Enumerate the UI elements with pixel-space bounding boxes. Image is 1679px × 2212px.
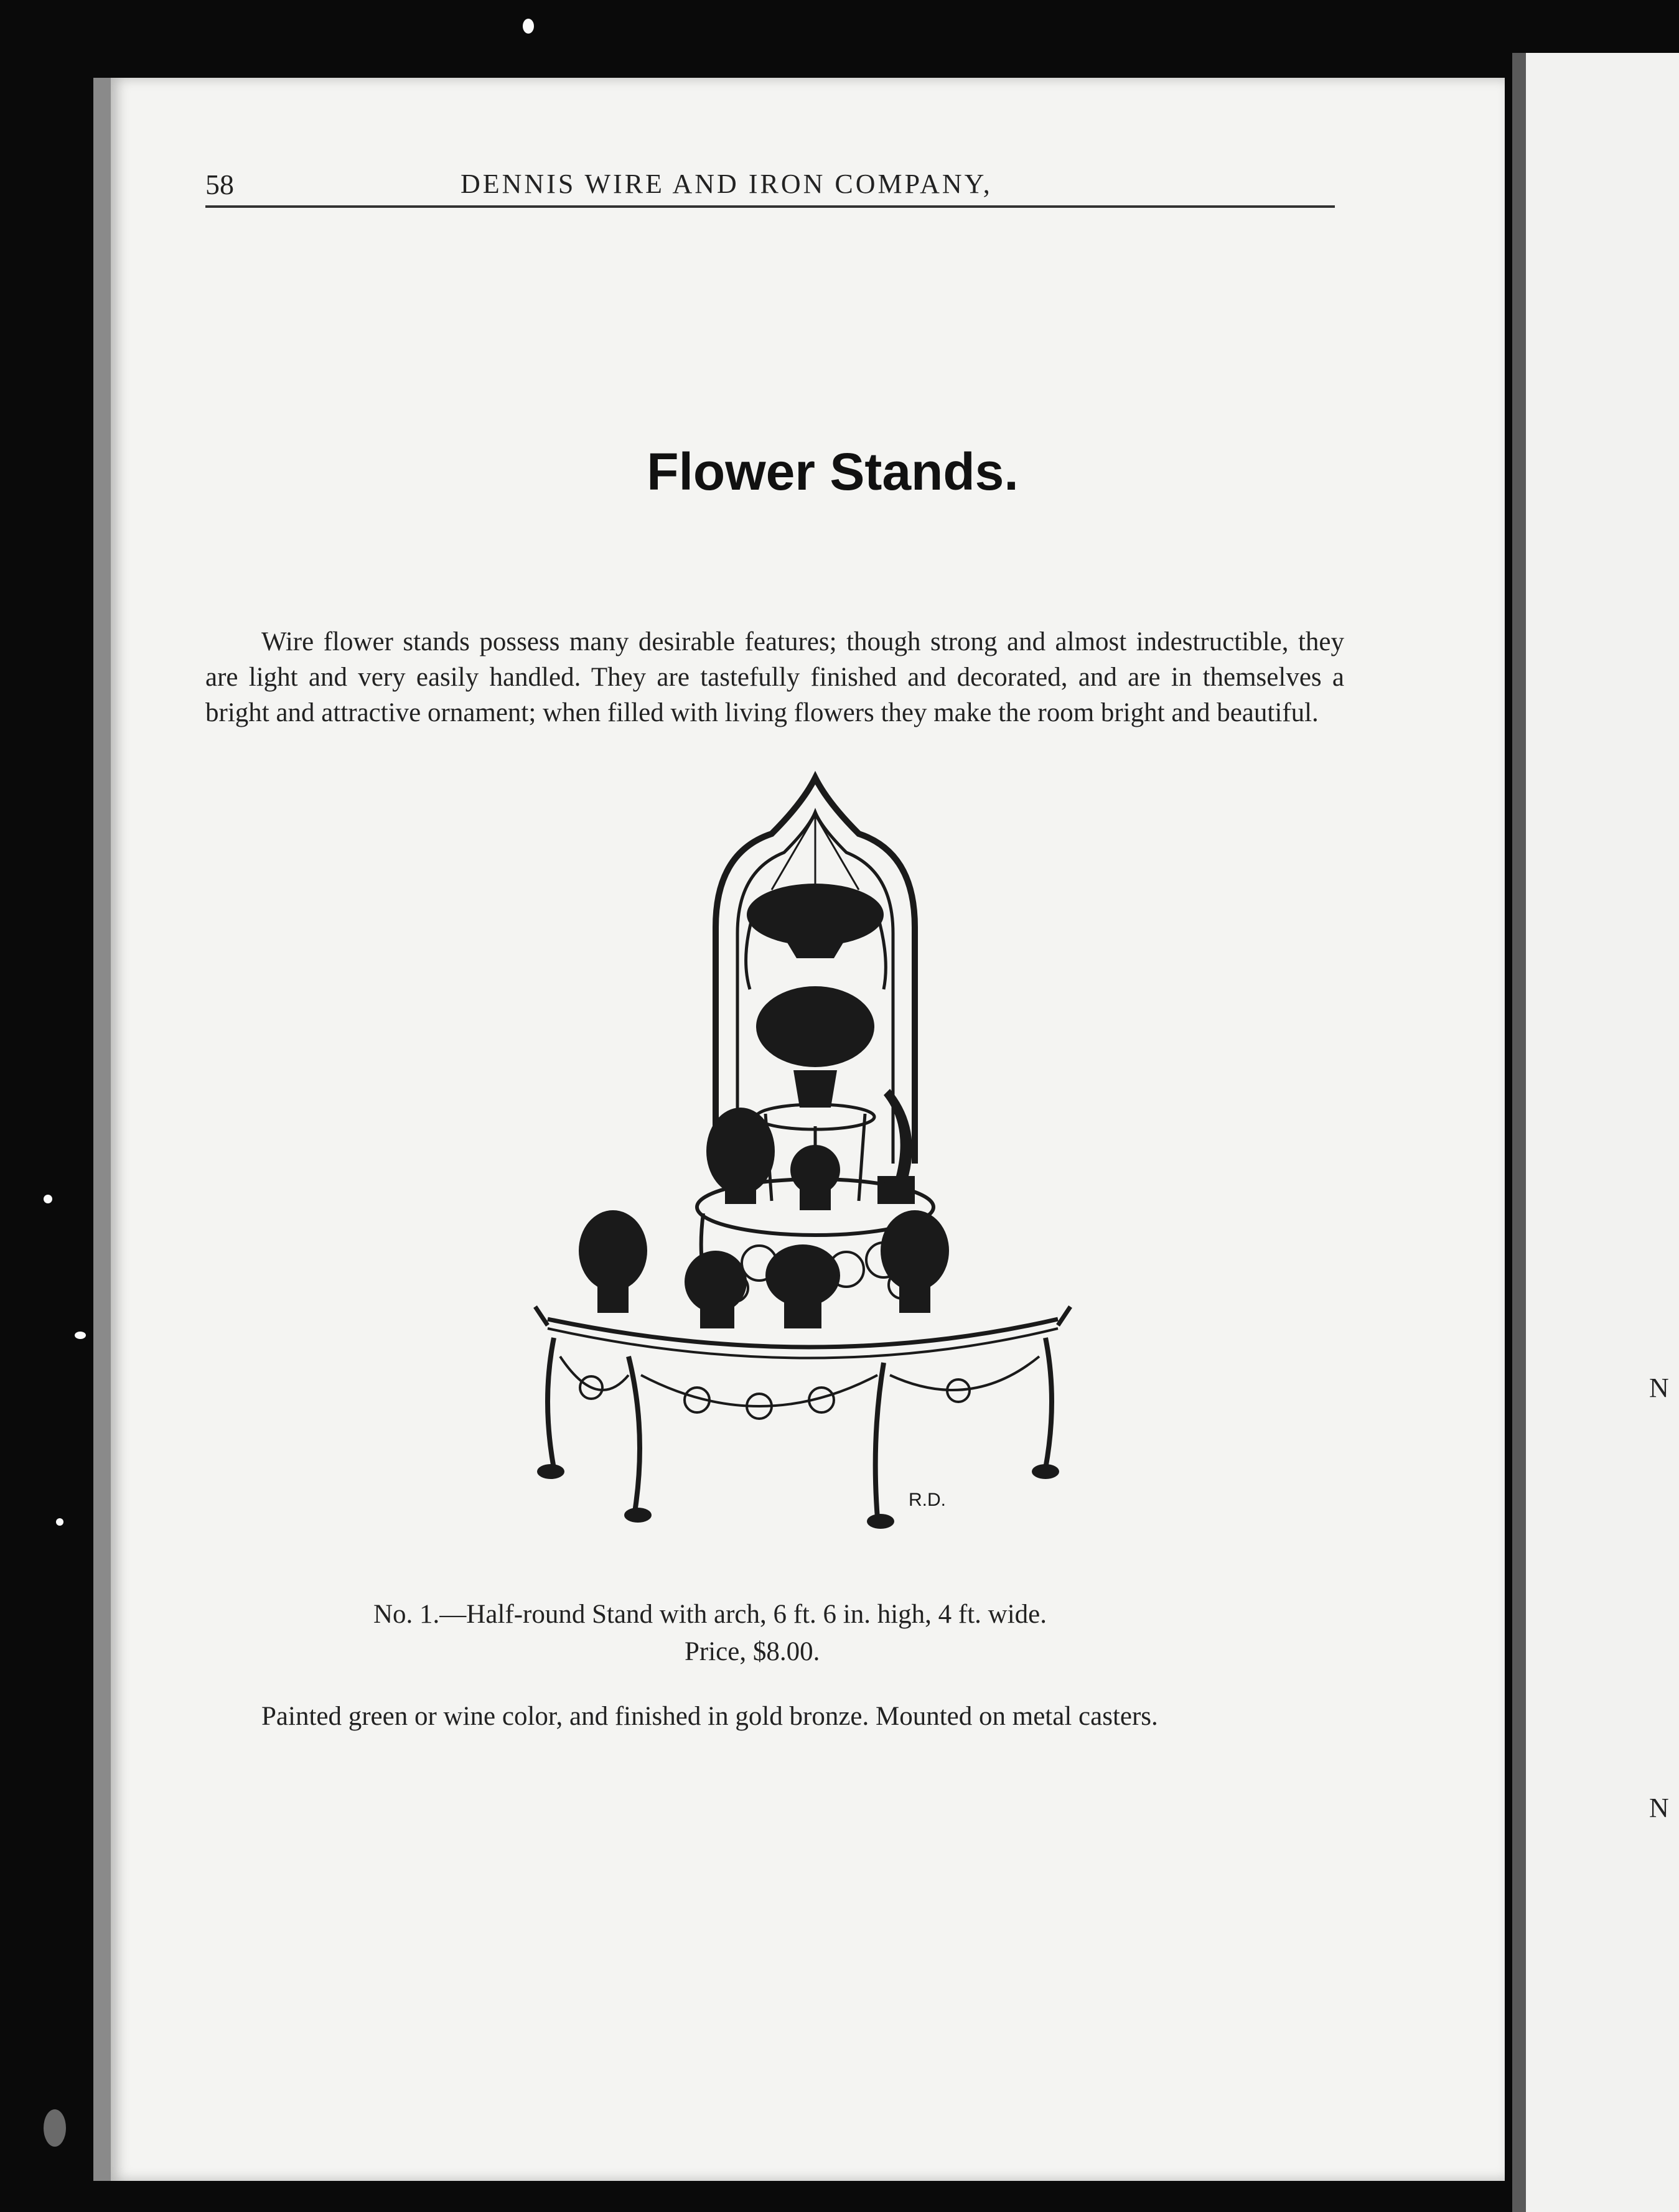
page-header (205, 162, 1335, 208)
running-head: DENNIS WIRE AND IRON COMPANY, (461, 169, 993, 199)
scan-speck (75, 1332, 86, 1339)
intro-paragraph: Wire flower stands possess many desirable features; though strong and almost indestructible, they are light and very easily handled. They are tastefully finished and decorated, and are in themselves a bright and attractive ornament; when filled with living flowers they make the room bright and beautiful. (205, 627, 1344, 727)
flower-stand-illustration (510, 778, 1120, 1568)
caption-finish: Painted green or wine color, and finished in gold bronze. Mounted on metal casters. (261, 1702, 1158, 1731)
scan-speck (44, 1195, 52, 1203)
facing-page-fragment: N (1649, 1373, 1669, 1403)
caption-price: Price, $8.00. (685, 1637, 820, 1666)
illustrator-signature: R.D. (909, 1490, 946, 1510)
scan-speck (44, 2109, 66, 2147)
facing-page-fragment: N (1649, 1793, 1669, 1823)
scan-speck (523, 19, 534, 34)
scan-speck (56, 1518, 63, 1526)
page-number: 58 (205, 169, 234, 200)
page-title: Flower Stands. (647, 442, 1019, 501)
caption-model: No. 1.—Half-round Stand with arch, 6 ft. 6 in. high, 4 ft. wide. (373, 1600, 1047, 1629)
facing-page-edge (1512, 53, 1679, 2212)
